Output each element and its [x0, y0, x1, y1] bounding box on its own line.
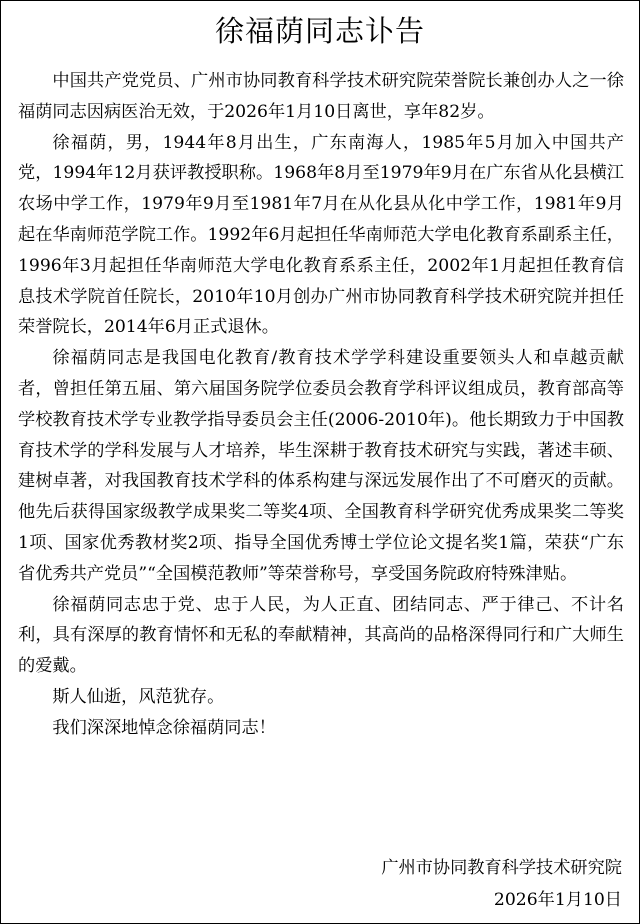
- paragraph-biography: 徐福荫，男，1944年8月出生，广东南海人，1985年5月加入中国共产党，1994年12月获评教授职称。1968年8月至1979年9月在广东省从化县横江农场中学工作，1979年9月至1981年7月在从化县从化中学工作，1981年9月起在华南师范学院工作。1992年6月起担任华南师范大学电化教育系副系主任，1996年3月起担任华南师范大学电化教育系系主任，2002年1月起担任教育信息技术学院首任院长，2010年10月创办广州市协同教育科学技术研究院并担任荣誉院长，2014年6月正式退休。: [18, 132, 624, 338]
- signature-block: [381, 852, 622, 916]
- paragraph-contributions: 徐福荫同志是我国电化教育/教育技术学学科建设重要领头人和卓越贡献者，曾担任第五届、第六届国务院学位委员会教育学科评议组成员，教育部高等学校教育技术学专业教学指导委员会主任(2006-2010年)。他长期致力于中国教育技术学的学科发展与人才培养，毕生深耕于教育技术研究与实践，著述丰硕、建树卓著，对我国教育技术学科的体系构建与深远发展作出了不可磨灭的贡献。他先后获得国家级教学成果奖二等奖4项、全国教育科学研究优秀成果奖二等奖1项、国家优秀教材奖2项、指导全国优秀博士学位论文提名奖1篇，荣获“广东省优秀共产党员”“全国模范教师”等荣誉称号，享受国务院政府特殊津贴。: [18, 348, 624, 584]
- paragraph-tribute: 斯人仙逝，风范犹存。: [52, 686, 225, 707]
- signature-organization: 广州市协同教育科学技术研究院: [381, 858, 622, 878]
- paragraph-announcement: 中国共产党党员、广州市协同教育科学技术研究院荣誉院长兼创办人之一徐福荫同志因病医治无效，于2026年1月10日离世，享年82岁。: [18, 71, 624, 122]
- notice-title: 徐福荫同志讣告: [214, 14, 425, 48]
- paragraph-character: 徐福荫同志忠于党、忠于人民，为人正直、团结同志、严于律己、不计名利，具有深厚的教育情怀和无私的奉献精神，其高尚的品格深得同行和广大师生的爱戴。: [18, 594, 624, 677]
- paragraph-mourning: 我们深深地悼念徐福荫同志！: [52, 717, 276, 738]
- signature-date: 2026年1月10日: [493, 890, 622, 910]
- notice-body: [18, 66, 624, 744]
